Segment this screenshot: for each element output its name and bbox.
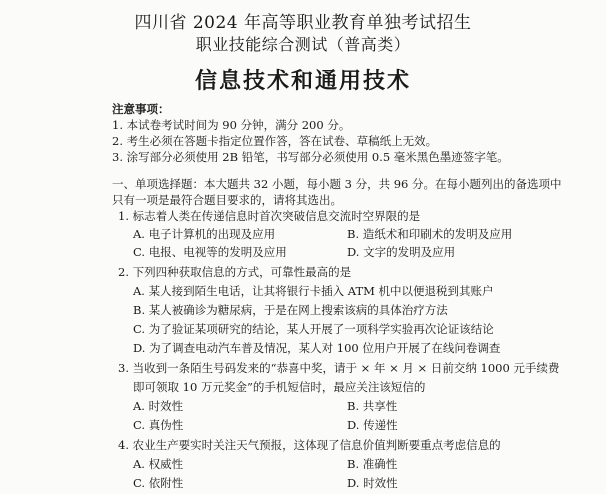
option: D. 传递性 (347, 418, 398, 432)
notes-title: 注意事项： (112, 102, 170, 116)
subject-title: 信息技术和通用技术 (194, 68, 411, 94)
note-item: 3. 涂写部分必须使用 2B 铅笔，书写部分必须使用 0.5 毫米黑色墨迹签字笔。 (112, 150, 509, 164)
note-item: 2. 考生必须在答题卡指定位置作答，答在试卷、草稿纸上无效。 (112, 134, 438, 148)
option: B. 共享性 (347, 399, 398, 413)
option: A. 权威性 (133, 457, 184, 471)
exam-title: 四川省 2024 年高等职业教育单独考试招生 (134, 13, 472, 33)
section-title-continued: 只有一项是最符合题目要求的，请将其选出。 (112, 193, 342, 207)
option: A. 某人接到陌生电话，让其将银行卡插入 ATM 机中以便退税到其账户 (133, 284, 494, 298)
option: C. 依附性 (133, 476, 184, 490)
section-title: 一、单项选择题：本大题共 32 小题，每小题 3 分，共 96 分。在每小题列出的备选项中 (112, 177, 562, 191)
option: D. 为了调查电动汽车普及情况，某人对 100 位用户开展了在线问卷调查 (133, 341, 501, 355)
option: D. 时效性 (347, 476, 398, 490)
option: B. 某人被确诊为糖尿病，于是在网上搜索该病的具体治疗方法 (133, 303, 448, 317)
question-stem: 1. 标志着人类在传递信息时首次突破信息交流时空界限的是 (118, 209, 421, 223)
option: D. 文字的发明及应用 (347, 245, 456, 259)
question-stem: 3. 当收到一条陌生号码发来的“恭喜中奖，请于 × 年 × 月 × 日前交纳 1000 元手续费 (118, 361, 560, 375)
question-stem: 4. 农业生产要实时关注天气预报，这体现了信息价值判断要重点考虑信息的 (118, 438, 501, 452)
option: C. 真伪性 (133, 418, 184, 432)
question-stem: 2. 下列四种获取信息的方式，可靠性最高的是 (118, 265, 352, 279)
option: B. 造纸术和印刷术的发明及应用 (347, 227, 513, 241)
option: C. 为了验证某项研究的结论，某人开展了一项科学实验再次论证该结论 (133, 322, 494, 336)
option: A. 时效性 (133, 399, 184, 413)
note-item: 1. 本试卷考试时间为 90 分钟，满分 200 分。 (112, 118, 351, 132)
exam-subtitle: 职业技能综合测试（普高类） (195, 35, 411, 54)
option: B. 准确性 (347, 457, 398, 471)
question-stem-continued: 即可领取 10 万元奖金”的手机短信时，最应关注该短信的 (133, 380, 426, 394)
option: C. 电报、电视等的发明及应用 (133, 245, 287, 259)
option: A. 电子计算机的出现及应用 (133, 227, 276, 241)
